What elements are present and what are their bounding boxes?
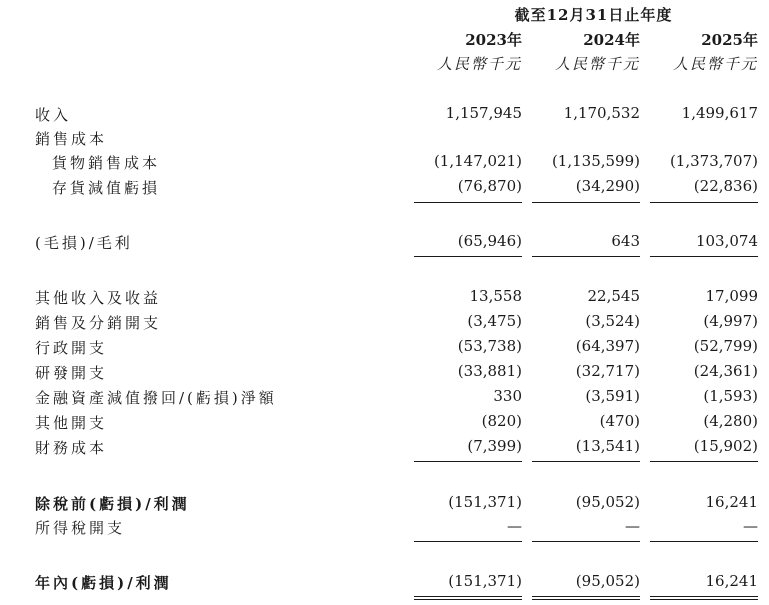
value-2024: (95,052) (575, 493, 640, 511)
value-2024: (95,052) (575, 572, 640, 590)
subtotal-rule (532, 461, 640, 462)
subtotal-rule (414, 461, 522, 462)
value-2023: (3,475) (467, 312, 522, 330)
row-revenue (0, 104, 769, 128)
row-label: 研發開支 (35, 364, 108, 382)
year-2025-heading: 2025年 (701, 31, 758, 49)
value-2023: 13,558 (469, 287, 522, 305)
value-2025: 16,241 (705, 572, 758, 590)
row-finance-costs (0, 437, 769, 461)
value-2025: (4,280) (703, 412, 758, 430)
subtotal-rule (414, 256, 522, 257)
value-2025: 17,099 (705, 287, 758, 305)
year-2023-heading: 2023年 (465, 31, 522, 49)
value-2023: 1,157,945 (445, 104, 522, 122)
subtotal-rule (532, 256, 640, 257)
currency-unit-2023: 人民幣千元 (436, 55, 522, 73)
row-inventory-impairment (0, 177, 769, 201)
currency-unit-2024: 人民幣千元 (554, 55, 640, 73)
value-2023: (76,870) (457, 177, 522, 195)
row-label: 財務成本 (35, 439, 108, 457)
value-2025: (22,836) (693, 177, 758, 195)
value-2025: (15,902) (693, 437, 758, 455)
row-profit-for-year (0, 572, 769, 596)
value-2025: (24,361) (693, 362, 758, 380)
value-2025: 103,074 (695, 232, 758, 250)
value-2023: (1,147,021) (433, 152, 522, 170)
value-2025: — (743, 517, 758, 535)
row-label: 除稅前(虧損)/利潤 (35, 495, 190, 513)
value-2024: 1,170,532 (563, 104, 640, 122)
row-label: 所得稅開支 (35, 519, 126, 537)
value-2023: (33,881) (457, 362, 522, 380)
value-2023: — (507, 517, 522, 535)
row-cost-of-sales (0, 128, 769, 152)
row-label: 銷售及分銷開支 (35, 314, 162, 332)
value-2023: (53,738) (457, 337, 522, 355)
row-label: 行政開支 (35, 339, 108, 357)
row-selling-expenses (0, 312, 769, 336)
subtotal-rule (414, 541, 522, 542)
row-profit-before-tax (0, 493, 769, 517)
total-double-rule (532, 596, 640, 600)
value-2024: (13,541) (575, 437, 640, 455)
value-2024: 643 (611, 232, 640, 250)
subtotal-rule (650, 202, 758, 203)
value-2025: 16,241 (705, 493, 758, 511)
subtotal-rule (532, 202, 640, 203)
value-2024: (64,397) (575, 337, 640, 355)
row-label: 銷售成本 (35, 130, 108, 148)
subtotal-rule (650, 541, 758, 542)
row-label: 存貨減值虧損 (52, 179, 161, 197)
row-label: 其他開支 (35, 414, 108, 432)
row-income-tax (0, 517, 769, 541)
row-administrative-expenses (0, 337, 769, 361)
row-other-income (0, 287, 769, 311)
value-2024: (3,524) (585, 312, 640, 330)
row-label: 貨物銷售成本 (52, 154, 161, 172)
value-2023: (151,371) (448, 572, 522, 590)
row-label: (毛損)/毛利 (35, 234, 133, 252)
value-2024: (34,290) (575, 177, 640, 195)
subtotal-rule (650, 256, 758, 257)
row-label: 其他收入及收益 (35, 289, 162, 307)
total-double-rule (414, 596, 522, 600)
value-2023: (7,399) (467, 437, 522, 455)
subtotal-rule (650, 461, 758, 462)
row-cost-of-goods-sold (0, 152, 769, 176)
value-2025: 1,499,617 (681, 104, 758, 122)
value-2024: (470) (599, 412, 640, 430)
subtotal-rule (414, 202, 522, 203)
value-2023: (820) (481, 412, 522, 430)
row-gross-profit (0, 232, 769, 256)
value-2025: (4,997) (703, 312, 758, 330)
currency-unit-2025: 人民幣千元 (672, 55, 758, 73)
value-2023: (151,371) (448, 493, 522, 511)
row-rd-expenses (0, 362, 769, 386)
value-2025: (52,799) (693, 337, 758, 355)
value-2023: (65,946) (457, 232, 522, 250)
value-2024: (3,591) (585, 387, 640, 405)
row-other-expenses (0, 412, 769, 436)
period-heading: 截至12月31日止年度 (514, 6, 673, 24)
year-2024-heading: 2024年 (583, 31, 640, 49)
row-financial-asset-impairment (0, 387, 769, 411)
total-double-rule (650, 596, 758, 600)
value-2024: (32,717) (575, 362, 640, 380)
value-2025: (1,593) (703, 387, 758, 405)
value-2024: — (625, 517, 640, 535)
row-label: 年內(虧損)/利潤 (35, 574, 172, 592)
value-2025: (1,373,707) (669, 152, 758, 170)
row-label: 金融資產減值撥回/(虧損)淨額 (35, 389, 277, 407)
value-2023: 330 (493, 387, 522, 405)
value-2024: (1,135,599) (551, 152, 640, 170)
row-label: 收入 (35, 106, 72, 124)
value-2024: 22,545 (587, 287, 640, 305)
subtotal-rule (532, 541, 640, 542)
